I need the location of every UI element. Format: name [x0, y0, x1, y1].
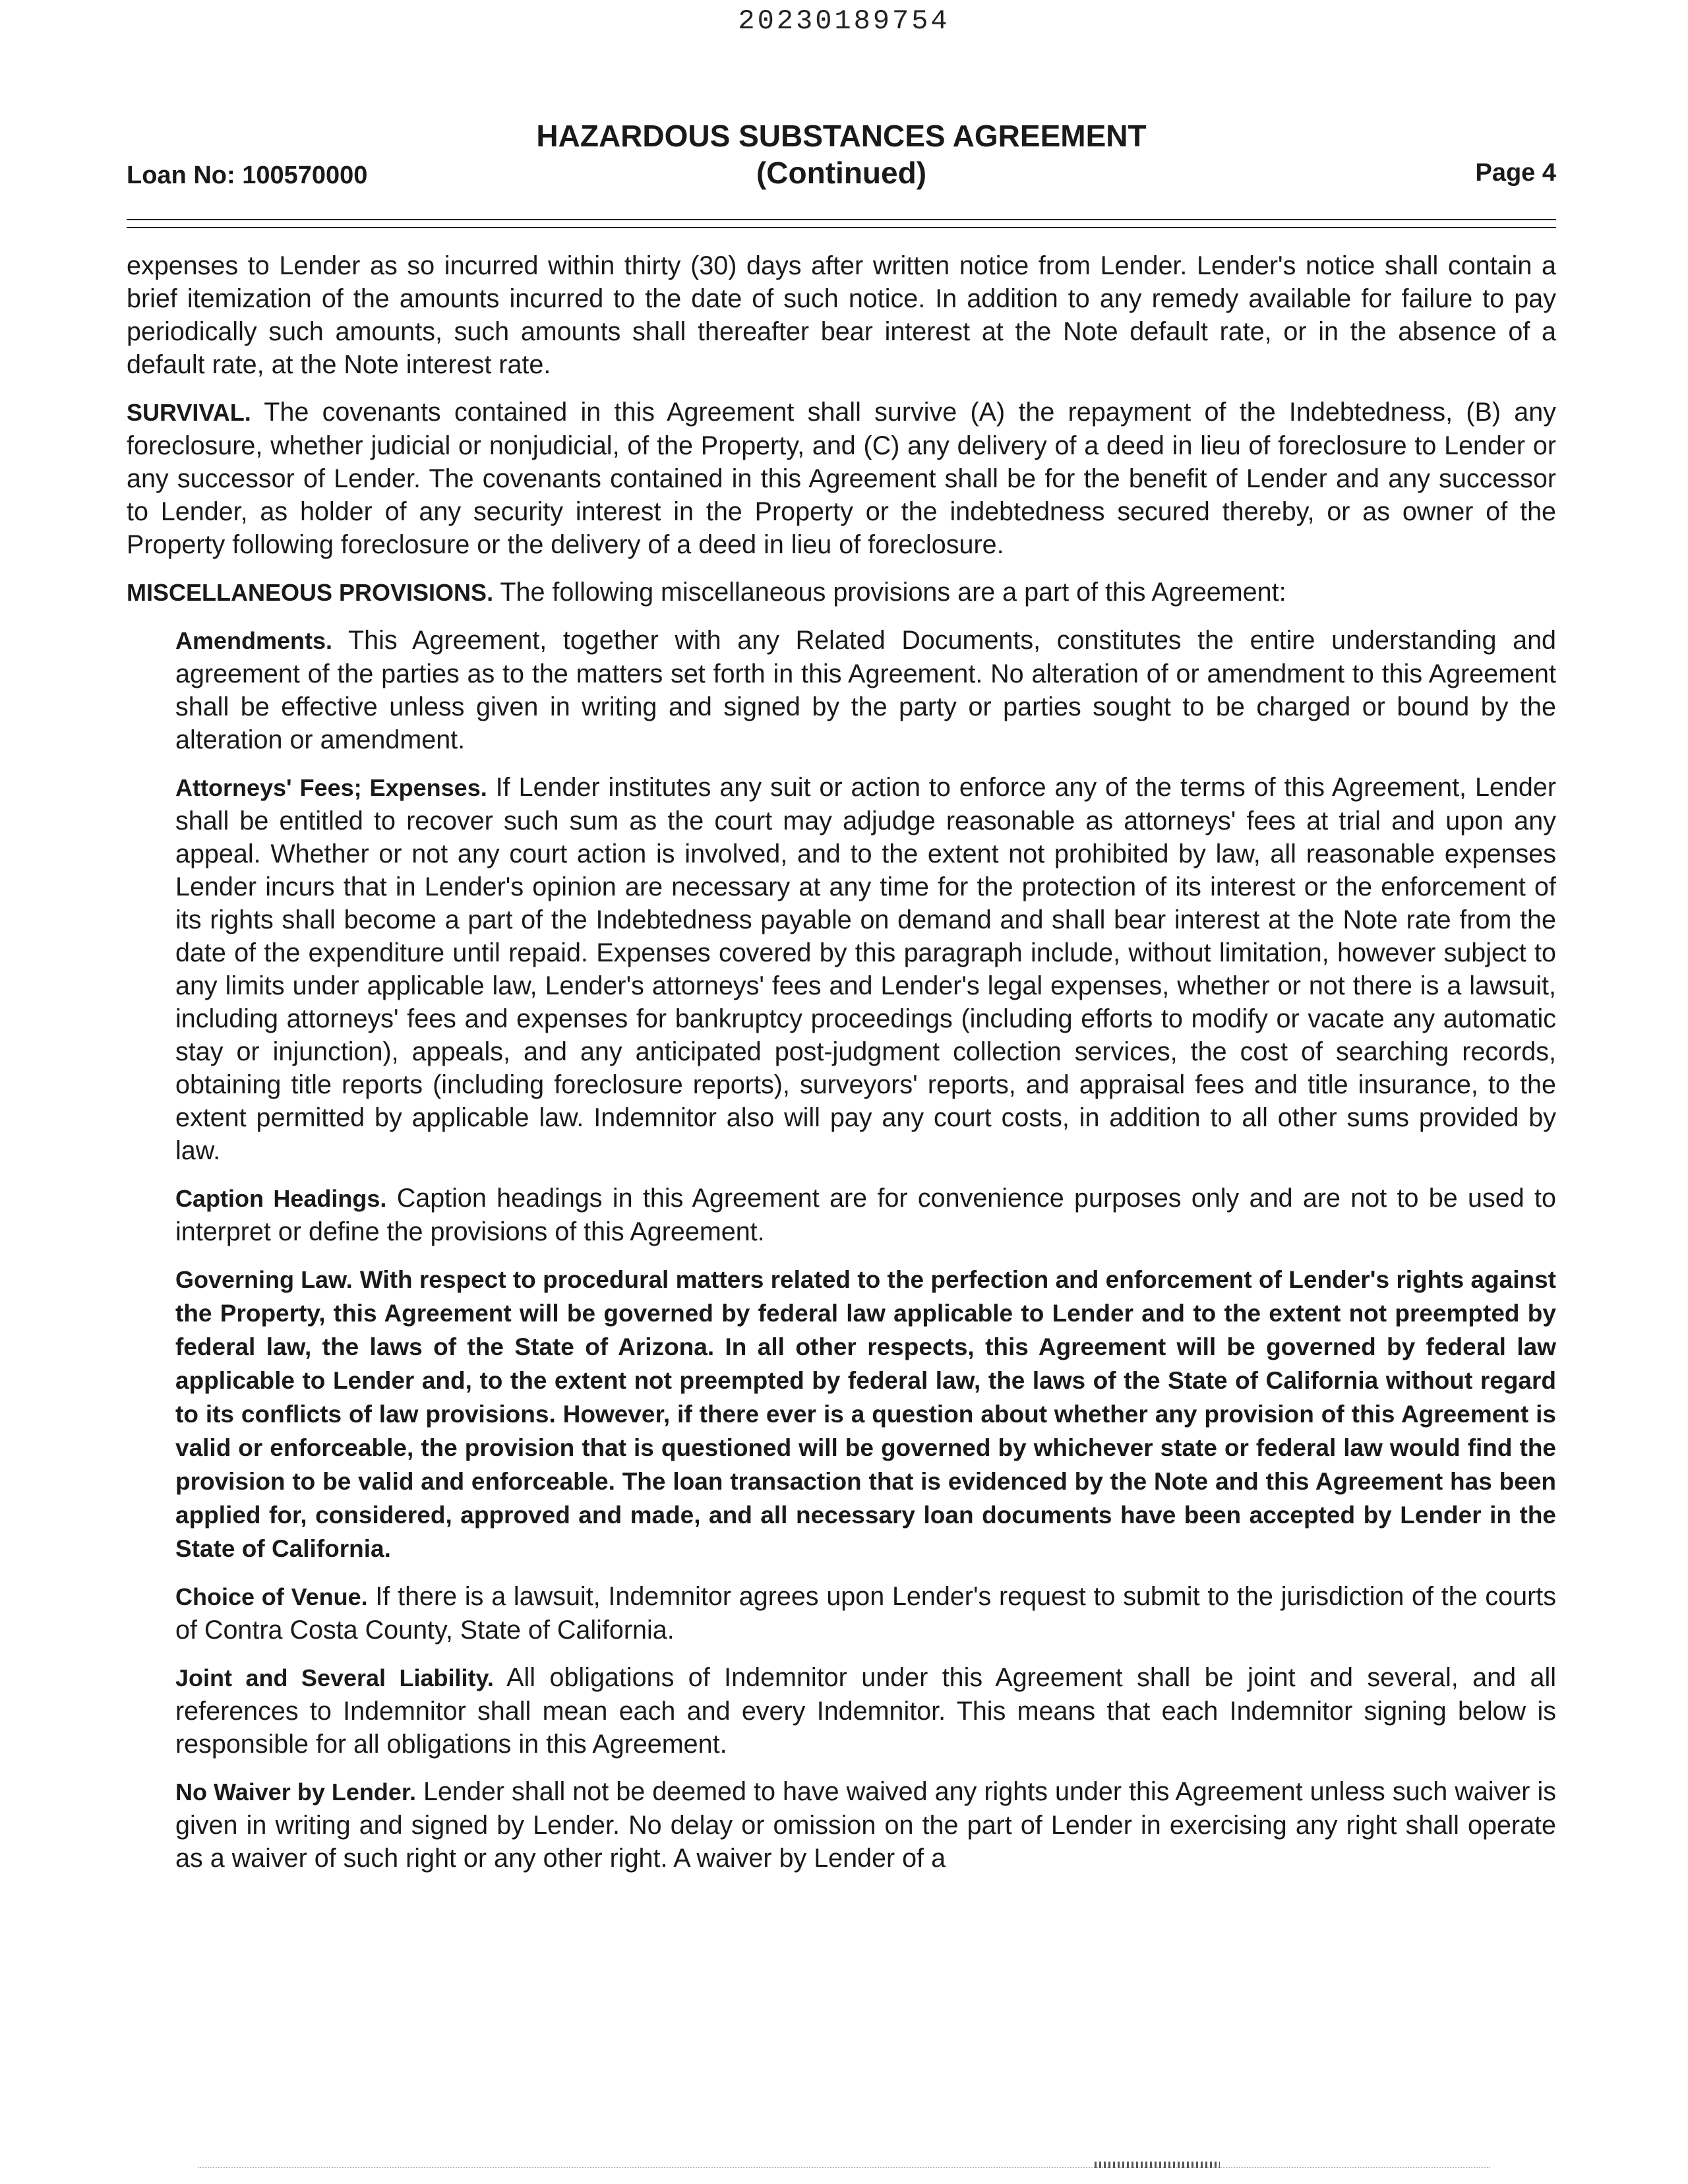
- page-number: Page 4: [1475, 159, 1556, 187]
- header-divider-bottom: [127, 227, 1556, 228]
- section-text: The following miscellaneous provisions are a part of this Agreement:: [500, 578, 1286, 607]
- paragraph-caption-headings: [175, 1182, 1556, 1248]
- subsection-heading: Governing Law.: [175, 1266, 353, 1293]
- paragraph-no-waiver: [175, 1775, 1556, 1875]
- recording-number: 20230189754: [738, 5, 950, 37]
- paragraph-joint-liability: [175, 1661, 1556, 1761]
- loan-number: Loan No: 100570000: [127, 162, 368, 189]
- paragraph-attorneys-fees: [175, 771, 1556, 1167]
- subsection-heading: Caption Headings.: [175, 1185, 387, 1212]
- header-divider-top: [127, 219, 1556, 220]
- document-subtitle: (Continued): [756, 156, 927, 190]
- subsection-text: Caption headings in this Agreement are for convenience purposes only and are not to be used to interpret or define the provisions of this Agreement.: [175, 1184, 1556, 1246]
- subsection-text: Lender shall not be deemed to have waived any rights under this Agreement unless such waiver is given in writing and signed by Lender. No delay or omission on the part of Lender in exercising any right shall operate as a waiver of such right or any other right. A waiver by Lender of a: [175, 1777, 1557, 1873]
- subsection-heading: Joint and Several Liability.: [175, 1664, 494, 1691]
- paragraph-survival: [127, 396, 1556, 561]
- document-title: HAZARDOUS SUBSTANCES AGREEMENT: [536, 119, 1147, 153]
- scan-edge-marks: [198, 2167, 1490, 2169]
- section-text: The covenants contained in this Agreement shall survive (A) the repayment of the Indebtedness, (B) any foreclosure, whether judicial or nonjudicial, of the Property, and (C) any delivery of a deed in lieu of foreclosure to Lender or any successor of Lender. The covenants contained in this Agreement shall be for the benefit of Lender and any successor to Lender, as holder of any security interest in the Property or the indebtedness secured thereby, or as owner of the Property following foreclosure or the delivery of a deed in lieu of foreclosure.: [127, 398, 1556, 559]
- subsection-heading: No Waiver by Lender.: [175, 1778, 416, 1805]
- paragraph-amendments: [175, 624, 1556, 756]
- document-body: [127, 249, 1556, 1889]
- subsection-text: With respect to procedural matters related to the perfection and enforcement of Lender's rights against the Property, this Agreement will be governed by federal law applicable to Lender and to the extent not preempted by federal law, the laws of the State of Arizona. In all other respects, this Agreement will be governed by federal law applicable to Lender and, to the extent not preempted by federal law, the laws of the State of California without regard to its conflicts of law provisions. However, if there ever is a question about whether any provision of this Agreement is valid or enforceable, the provision that is questioned will be governed by whichever state or federal law would find the provision to be valid and enforceable. The loan transaction that is evidenced by the Note and this Agreement has been applied for, considered, approved and made, and all necessary loan documents have been accepted by Lender in the State of California.: [175, 1266, 1557, 1562]
- paragraph-governing-law: [175, 1263, 1556, 1565]
- subsection-heading: Attorneys' Fees; Expenses.: [175, 774, 487, 801]
- subsection-text: All obligations of Indemnitor under this Agreement shall be joint and several, and all references to Indemnitor shall mean each and every Indemnitor. This means that each Indemnitor signing below is responsible for all obligations in this Agreement.: [175, 1663, 1557, 1759]
- paragraph-choice-of-venue: [175, 1580, 1556, 1647]
- barcode-fragment: [1095, 2162, 1220, 2168]
- section-heading: SURVIVAL.: [127, 399, 251, 426]
- paragraph-miscellaneous: [127, 576, 1556, 609]
- subsection-text: This Agreement, together with any Related Documents, constitutes the entire understanding and agreement of the parties as to the matters set forth in this Agreement. No alteration of or amendment to this Agreement shall be effective unless given in writing and signed by the party or parties sought to be charged or bound by the alteration or amendment.: [175, 626, 1557, 754]
- subsection-heading: Amendments.: [175, 627, 333, 654]
- section-heading: MISCELLANEOUS PROVISIONS.: [127, 579, 494, 606]
- paragraph-expenses: expenses to Lender as so incurred within thirty (30) days after written notice from Lender. Lender's notice shall contain a brief itemization of the amounts incurred to the date of such notice. In addition to any remedy available for failure to pay periodically such amounts, such amounts shall thereafter bear interest at the Note default rate, or in the absence of a default rate, at the Note interest rate.: [127, 251, 1556, 379]
- subsection-text: If there is a lawsuit, Indemnitor agrees upon Lender's request to submit to the jurisdiction of the courts of Contra Costa County, State of California.: [175, 1582, 1556, 1645]
- subsection-text: If Lender institutes any suit or action to enforce any of the terms of this Agreement, Lender shall be entitled to recover such sum as the court may adjudge reasonable as attorneys' fees at trial and upon any appeal. Whether or not any court action is involved, and to the extent not prohibited by law, all reasonable expenses Lender incurs that in Lender's opinion are necessary at any time for the protection of its interest or the enforcement of its rights shall become a part of the Indebtedness payable on demand and shall bear interest at the Note rate from the date of the expenditure until repaid. Expenses covered by this paragraph include, without limitation, however subject to any limits under applicable law, Lender's attorneys' fees and Lender's legal expenses, whether or not there is a lawsuit, including attorneys' fees and expenses for bankruptcy proceedings (including efforts to modify or vacate any automatic stay or injunction), appeals, and any anticipated post-judgment collection services, the cost of searching records, obtaining title reports (including foreclosure reports), surveyors' reports, and appraisal fees and title insurance, to the extent permitted by applicable law. Indemnitor also will pay any court costs, in addition to all other sums provided by law.: [175, 773, 1556, 1165]
- subsection-heading: Choice of Venue.: [175, 1583, 368, 1610]
- document-header: [127, 117, 1556, 197]
